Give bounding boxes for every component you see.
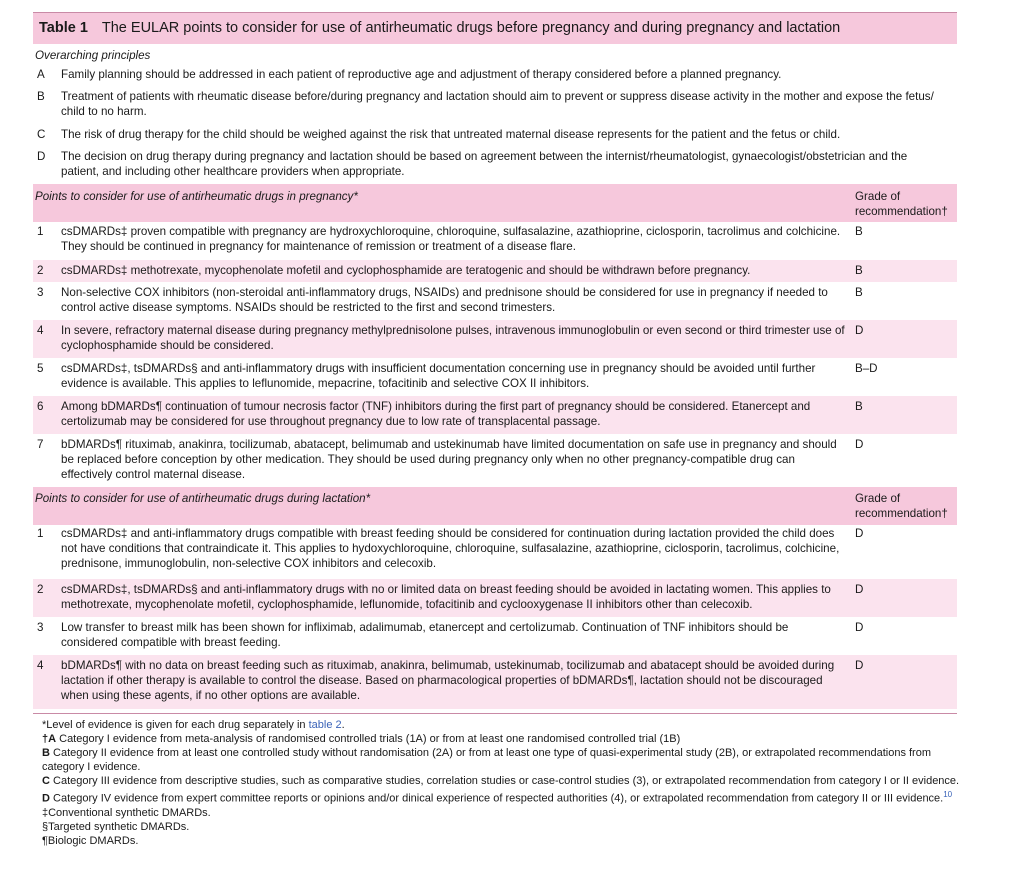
item-grade: D: [855, 659, 864, 672]
lactation-heading: Points to consider for use of antirheumatic drugs during lactation*: [35, 492, 371, 505]
principle-letter: D: [37, 150, 46, 163]
lactation-item-row: [33, 525, 957, 579]
principle-letter: A: [37, 68, 45, 81]
item-text: Among bDMARDs¶ continuation of tumour necrosis factor (TNF) inhibitors during the first part of pregnancy should be considered. Etanercept and certolizumab may be considered for use throughout pregnancy due to low rate of transplacental passage.: [61, 400, 811, 429]
item-number: 4: [37, 324, 44, 337]
item-number: 3: [37, 621, 44, 634]
overarching-heading-row: [33, 44, 957, 64]
pregnancy-item-row: [33, 320, 957, 358]
principle-text: Treatment of patients with rheumatic disease before/during pregnancy and lactation should aim to prevent or suppress disease activity in the mother and expose the fetus/ child to no harm.: [61, 90, 934, 119]
item-grade: D: [855, 527, 864, 540]
principle-row: [33, 86, 957, 124]
footnote-b-text: Category II evidence from at least one controlled study without randomisation (2A) or from at least one type of quasi-experimental study (2B), or extrapolated recommendations from category I evidence.: [42, 747, 931, 773]
principle-row: [33, 124, 957, 146]
table-title: [33, 12, 957, 44]
item-number: 7: [37, 438, 44, 451]
item-text: csDMARDs‡, tsDMARDs§ and anti-inflammatory drugs with insufficient documentation concerning use in pregnancy should be avoided until further evidence is available. This applies to leflunomide, mepacrine, tofacitinib and selective COX II inhibitors.: [61, 362, 816, 391]
item-text: In severe, refractory maternal disease during pregnancy methylprednisolone pulses, intravenous immunoglobulin or even second or third trimester use of cyclophosphamide should be considered.: [61, 324, 845, 353]
item-text: bDMARDs¶ with no data on breast feeding such as rituximab, anakinra, belimumab, ustekinumab, tocilizumab and abatacept should be avoided during lactation if other therapy is available to control the disease. Based on pharmacological properties of bDMARDs¶, lactation should not be discouraged when using these agents, if no other options are available.: [61, 659, 835, 703]
principle-text: Family planning should be addressed in each patient of reproductive age and adjustment of therapy considered before a planned pregnancy.: [61, 68, 782, 81]
footnote-star: [42, 718, 962, 732]
footnote-dagger-label: †A: [42, 733, 57, 745]
overarching-heading: Overarching principles: [35, 49, 151, 62]
item-grade: B: [855, 225, 863, 238]
pregnancy-item-row: [33, 260, 957, 282]
footnote-pilcrow: ¶Biologic DMARDs.: [42, 834, 139, 847]
item-number: 5: [37, 362, 44, 375]
principle-row: [33, 146, 957, 184]
table-bottom-rule: [33, 713, 957, 714]
pregnancy-item-row: [33, 222, 957, 260]
table-title-text: The EULAR points to consider for use of antirheumatic drugs before pregnancy and during pregnancy and lactation: [101, 20, 841, 36]
principle-row: [33, 64, 957, 86]
item-text: Low transfer to breast milk has been shown for infliximab, adalimumab, etanercept and certolizumab. Continuation of TNF inhibitors should be considered compatible with breast feeding.: [61, 621, 789, 650]
footnote-d-label: D: [42, 792, 50, 805]
item-grade: D: [855, 621, 864, 634]
pregnancy-item-row: [33, 282, 957, 320]
item-number: 2: [37, 264, 44, 277]
item-text: csDMARDs‡, tsDMARDs§ and anti-inflammatory drugs with no or limited data on breast feeding should be avoided in lactating women. This applies to methotrexate, mycophenolate mofetil, cyclophosphamide, leflunomide, tofacitinib and cyclooxygenase II inhibitors other than celecoxib.: [61, 583, 831, 612]
footnote-star-suffix: .: [341, 719, 345, 731]
table-2-link[interactable]: table 2: [308, 719, 342, 731]
item-number: 2: [37, 583, 44, 596]
principle-text: The decision on drug therapy during pregnancy and lactation should be based on agreement between the internist/rheumatologist, gynaecologist/obstetrician and the patient, and including other healthcare providers when appropriate.: [61, 150, 908, 179]
item-grade: B: [855, 400, 863, 413]
footnote-dagger-text: Category I evidence from meta-analysis of randomised controlled trials (1A) or from at least one randomised controlled trial (1B): [56, 733, 681, 745]
item-number: 1: [37, 225, 44, 238]
lactation-item-row: [33, 655, 957, 709]
principle-letter: C: [37, 128, 46, 141]
item-grade: D: [855, 438, 864, 451]
lactation-heading-row: [33, 487, 957, 525]
pregnancy-heading: Points to consider for use of antirheumatic drugs in pregnancy*: [35, 190, 358, 203]
item-text: csDMARDs‡ methotrexate, mycophenolate mofetil and cyclophosphamide are teratogenic and should be withdrawn before pregnancy.: [61, 264, 751, 277]
footnote-c: [42, 774, 962, 788]
footnote-dagger: [42, 732, 962, 746]
grade-heading: Grade of recommendation†: [855, 492, 948, 521]
footnote-b: [42, 746, 962, 774]
item-number: 6: [37, 400, 44, 413]
footnote-d-text: Category IV evidence from expert committee reports or opinions and/or dinical experience of respected authorities (4), or extrapolated recommendation from category II or III evidence.: [49, 792, 944, 805]
item-grade: D: [855, 583, 864, 596]
footnote-c-text: Category III evidence from descriptive studies, such as comparative studies, correlation studies or case-control studies (3), or extrapolated recommendation from category I or II evidence.: [49, 775, 960, 787]
footnote-c-label: C: [42, 775, 50, 787]
item-grade: B: [855, 264, 863, 277]
item-text: csDMARDs‡ and anti-inflammatory drugs compatible with breast feeding should be considered for continuation during lactation provided the child does not have conditions that contraindicate it. This applies to hydoxychloroquine, chloroquine, sulfasalazine, azathioprine, ciclosporin, tacrolimus, colchicine, prednisone, immunoglobulin, non-selective COX inhibitors and celecoxib.: [61, 527, 840, 571]
table-label: Table 1: [39, 20, 88, 36]
footnote-d: [42, 788, 962, 806]
pregnancy-item-row: [33, 434, 957, 487]
lactation-item-row: [33, 579, 957, 617]
item-grade: D: [855, 324, 864, 337]
principle-text: The risk of drug therapy for the child should be weighed against the risk that untreated maternal disease represents for the patient and the fetus or child.: [61, 128, 841, 141]
item-grade: B–D: [855, 362, 878, 375]
grade-heading: Grade of recommendation†: [855, 190, 948, 219]
item-number: 1: [37, 527, 44, 540]
item-text: csDMARDs‡ proven compatible with pregnancy are hydroxychloroquine, chloroquine, sulfasalazine, azathioprine, ciclosporin, tacrolimus and colchicine. They should be continued in pregnancy for maintenance of remission or treatment of a disease flare.: [61, 225, 841, 254]
principle-letter: B: [37, 90, 45, 103]
pregnancy-item-row: [33, 396, 957, 434]
footnote-double-dagger: ‡Conventional synthetic DMARDs.: [42, 806, 211, 819]
reference-10-link[interactable]: 10: [943, 790, 953, 799]
item-text: Non-selective COX inhibitors (non-steroidal anti-inflammatory drugs, NSAIDs) and prednisone should be considered for use in pregnancy if needed to control active disease symptoms. NSAIDs should be restricted to the first and second trimesters.: [61, 286, 828, 315]
lactation-item-row: [33, 617, 957, 655]
item-grade: B: [855, 286, 863, 299]
pregnancy-heading-row: [33, 184, 957, 222]
item-number: 3: [37, 286, 44, 299]
pregnancy-item-row: [33, 358, 957, 396]
table-footnotes: [42, 718, 962, 848]
item-number: 4: [37, 659, 44, 672]
recommendations-table: [33, 44, 957, 709]
footnote-b-label: B: [42, 747, 50, 759]
footnote-section: §Targeted synthetic DMARDs.: [42, 820, 190, 833]
item-text: bDMARDs¶ rituximab, anakinra, tocilizumab, abatacept, belimumab and ustekinumab have limited documentation on safe use in pregnancy and should be replaced before conception by other medication. They should be used during pregnancy only when no other pregnancy-compatible drug can effectively control maternal disease.: [61, 438, 837, 482]
footnote-star-text: *Level of evidence is given for each drug separately in: [42, 719, 309, 731]
